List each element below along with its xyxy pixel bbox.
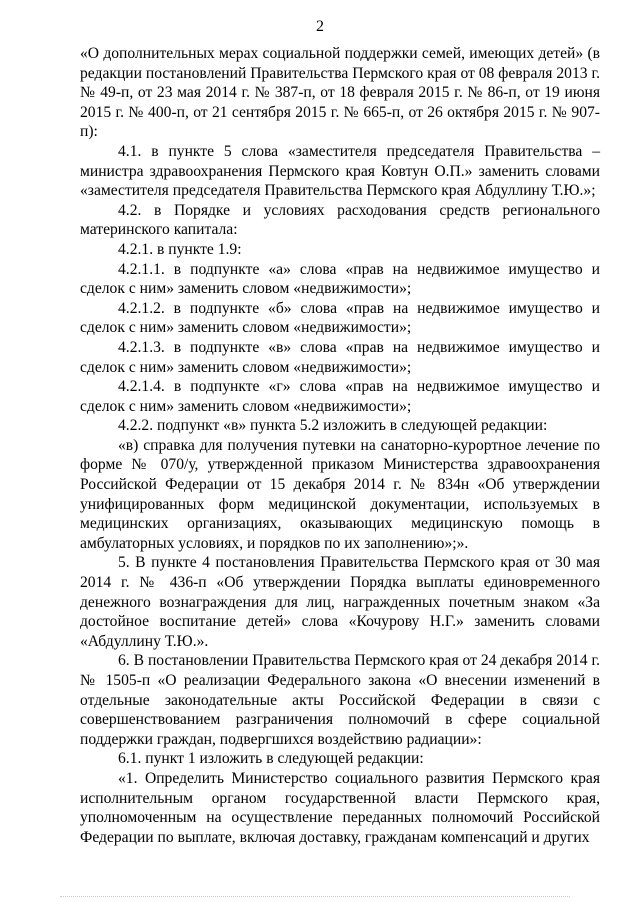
paragraph: 4.2.1.2. в подпункте «б» слова «прав на недвижимое имущество и сделок с ним» заменить словом «недвижимости»; <box>80 299 600 337</box>
paragraph: 4.2.1.1. в подпункте «а» слова «прав на недвижимое имущество и сделок с ним» заменить словом «недвижимости»; <box>80 260 600 298</box>
paragraph: 6. В постановлении Правительства Пермского края от 24 декабря 2014 г. № 1505-п «О реализации Федерального закона «О внесении изменений в отдельные законодательные акты Российской Федерации в связи с совершенствованием разграничения полномочий в сфере социальной поддержки граждан, подвергшихся воздействию радиации»: <box>80 652 600 748</box>
paragraph: «О дополнительных мерах социальной поддержки семей, имеющих детей» (в редакции постановлений Правительства Пермского края от 08 февраля 2013 г. № 49-п, от 23 мая 2014 г. № 387-п, от 18 февраля 2015 г. № 86-п, от 19 июня 2015 г. № 400-п, от 21 сентября 2015 г. № 665-п, от 26 октября 2015 г. № 907-п): <box>80 45 600 141</box>
page-number: 2 <box>316 18 324 35</box>
paragraph: «в) справка для получения путевки на санаторно-курортное лечение по форме № 070/у, утвержденной приказом Министерства здравоохранения Российской Федерации от 15 декабря 2014 г. № 834н «Об утверждении унифицированных форм медицинской документации, используемых в медицинских организациях, оказывающих медицинскую помощь в амбулаторных условиях, и порядков по их заполнению»;». <box>80 436 600 552</box>
paragraph: «1. Определить Министерство социального развития Пермского края исполнительным органом государственной власти Пермского края, уполномоченным на осуществление переданных полномочий Российской Федерации по выплате, включая доставку, гражданам компенсаций и других <box>80 769 600 846</box>
scan-bottom-edge <box>60 896 570 897</box>
paragraph: 4.2.1.4. в подпункте «г» слова «прав на недвижимое имущество и сделок с ним» заменить словом «недвижимости»; <box>80 378 600 415</box>
paragraph: 4.1. в пункте 5 слова «заместителя председателя Правительства – министра здравоохранения Пермского края Ковтун О.П.» заменить словами «заместителя председателя Правительства Пермского края Абдуллину Т.Ю.»; <box>80 142 600 200</box>
paragraph: 4.2. в Порядке и условиях расходования средств регионального материнского капитала: <box>80 201 600 239</box>
document-body <box>80 44 600 847</box>
paragraph: 4.2.1.3. в подпункте «в» слова «прав на недвижимое имущество и сделок с ним» заменить словом «недвижимости»; <box>80 338 600 376</box>
paragraph: 4.2.2. подпункт «в» пункта 5.2 изложить в следующей редакции: <box>118 417 548 435</box>
paragraph: 6.1. пункт 1 изложить в следующей редакции: <box>118 750 424 768</box>
paragraph: 4.2.1. в пункте 1.9: <box>118 240 242 258</box>
paragraph: 5. В пункте 4 постановления Правительства Пермского края от 30 мая 2014 г. № 436-п «Об утверждении Порядка выплаты единовременного денежного вознаграждения для лиц, награжденных почетным знаком «За достойное воспитание детей» слова «Кочурову Н.Г.» заменить словами «Абдуллину Т.Ю.». <box>80 554 600 650</box>
